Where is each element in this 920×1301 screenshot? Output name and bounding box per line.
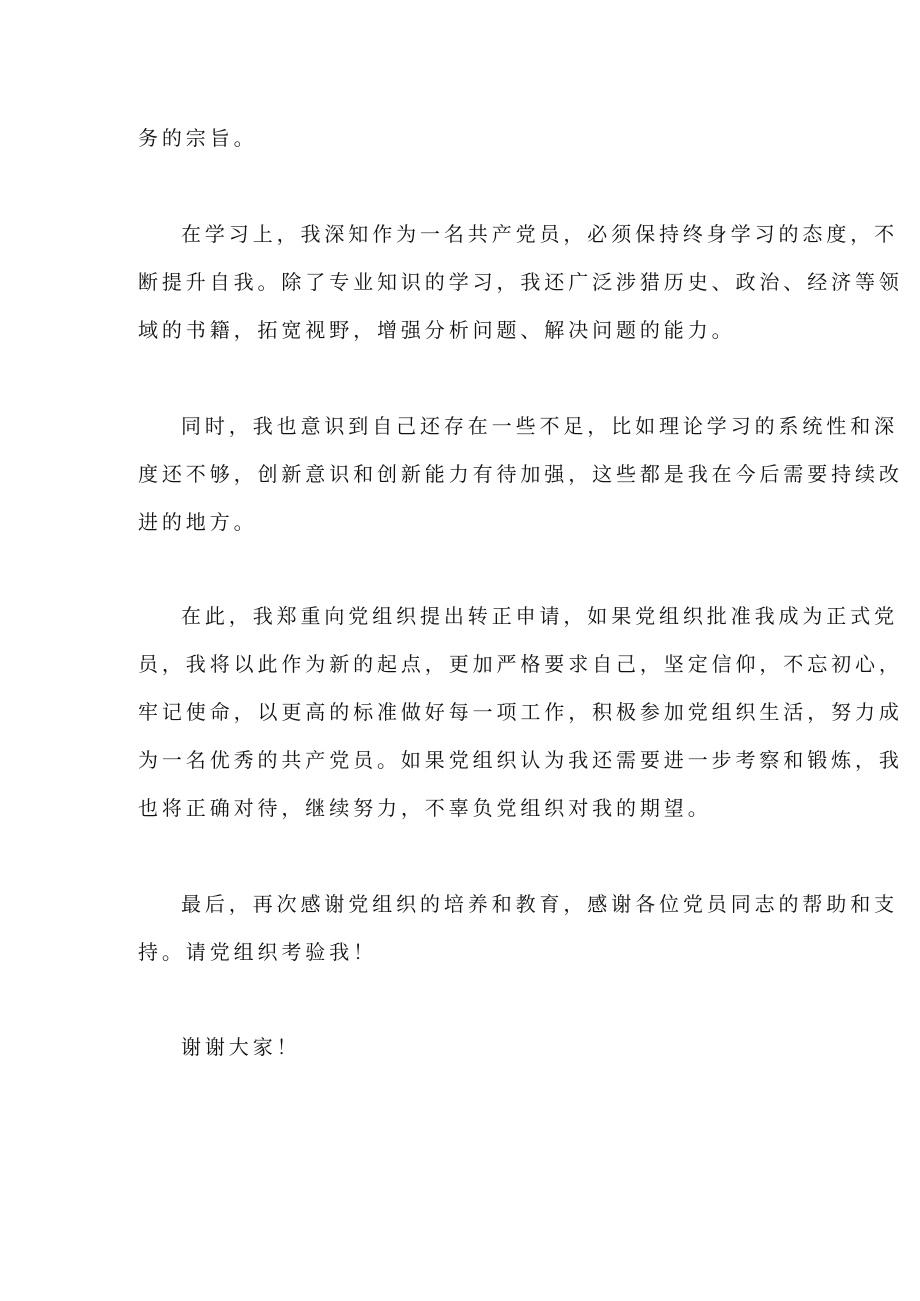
paragraph-application-line-1: 在此，我郑重向党组织提出转正申请，如果党组织批准我成为正式党	[181, 604, 898, 628]
paragraph-shortcomings-line-3: 进的地方。	[138, 510, 258, 534]
paragraph-shortcomings-line-2: 度还不够，创新意识和创新能力有待加强，这些都是我在今后需要持续改	[138, 462, 903, 486]
paragraph-application-line-3: 牢记使命，以更高的标准做好每一项工作，积极参加党组织生活，努力成	[138, 700, 903, 724]
text-line: 务的宗旨。	[138, 126, 258, 150]
paragraph-application-line-4: 为一名优秀的共产党员。如果党组织认为我还需要进一步考察和锻炼，我	[138, 748, 903, 772]
paragraph-thanks-line-1: 最后，再次感谢党组织的培养和教育，感谢各位党员同志的帮助和支	[181, 892, 898, 916]
paragraph-study-line-1: 在学习上，我深知作为一名共产党员，必须保持终身学习的态度，不	[181, 222, 898, 246]
paragraph-thanks-line-2: 持。请党组织考验我！	[138, 940, 377, 964]
paragraph-shortcomings-line-1: 同时，我也意识到自己还存在一些不足，比如理论学习的系统性和深	[181, 414, 898, 438]
paragraph-study-line-2: 断提升自我。除了专业知识的学习，我还广泛涉猎历史、政治、经济等领	[138, 270, 903, 294]
paragraph-study-line-3: 域的书籍，拓宽视野，增强分析问题、解决问题的能力。	[138, 318, 736, 342]
paragraph-application-line-2: 员，我将以此作为新的起点，更加严格要求自己，坚定信仰，不忘初心，	[138, 652, 903, 676]
paragraph-application-line-5: 也将正确对待，继续努力，不辜负党组织对我的期望。	[138, 796, 712, 820]
closing-line: 谢谢大家！	[181, 1035, 301, 1059]
